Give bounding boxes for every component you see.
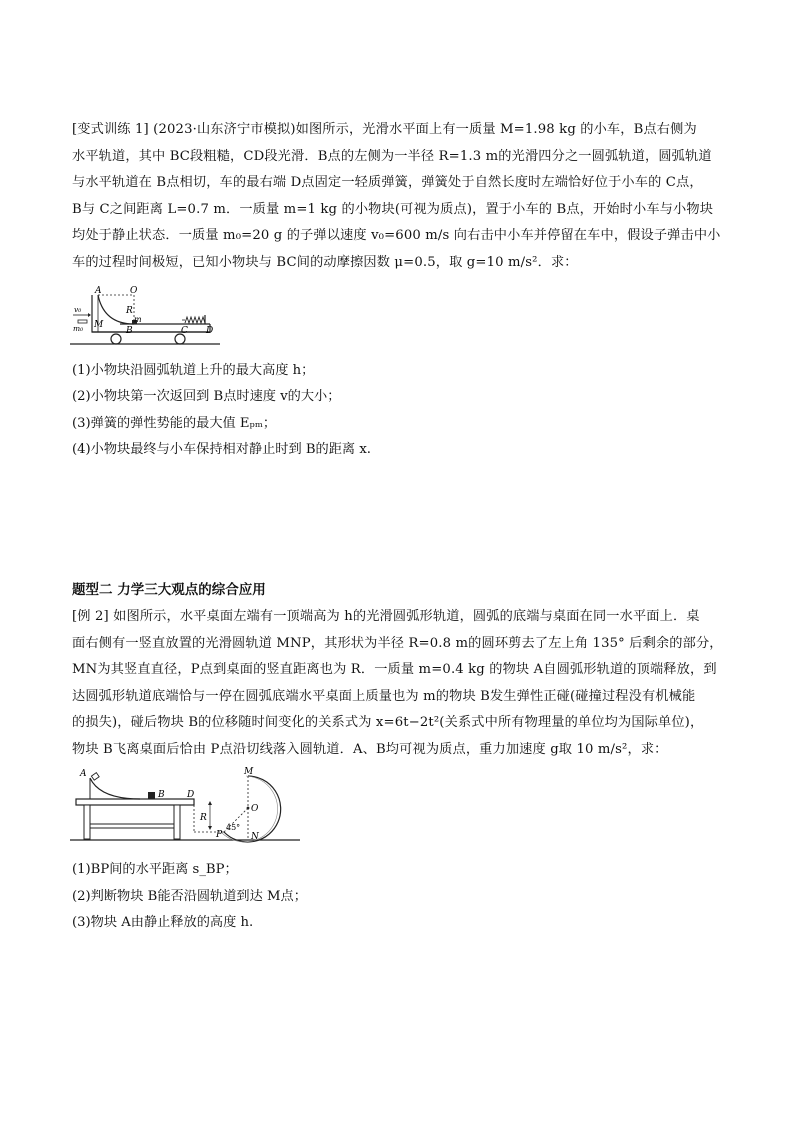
fig2-label-D: D	[187, 790, 195, 800]
problem1-line: 均处于静止状态．一质量 m₀=20 g 的子弹以速度 v₀=600 m/s 向右击中小车并停留在车中，假设子弹击中小	[72, 228, 721, 243]
fig2-label-A: A	[80, 769, 87, 779]
fig1-label-R: R	[126, 306, 133, 316]
problem2-question-2: (2)判断物块 B能否沿圆轨道到达 M点；	[72, 889, 307, 904]
fig2-label-B: B	[158, 790, 165, 800]
problem2-question-3: (3)物块 A由静止释放的高度 h.	[72, 915, 254, 930]
problem1-line: 车的过程时间极短，已知小物块与 BC间的动摩擦因数 μ=0.5，取 g=10 m/s²．求：	[72, 254, 578, 270]
problem1-line: 水平轨道，其中 BC段粗糙，CD段光滑．B点的左侧为一半径 R=1.3 m的光滑四分之一圆弧轨道，圆弧轨道	[72, 148, 712, 164]
fig2-label-angle: 45°	[226, 823, 241, 832]
problem1-line: B与 C之间距离 L=0.7 m．一质量 m=1 kg 的小物块(可视为质点)，置于小车的 B点，开始时小车与小物块	[72, 201, 714, 217]
problem2-line: 面右侧有一竖直放置的光滑圆轨道 MNP，其形状为半径 R=0.8 m的圆环剪去了左上角 135° 后剩余的部分，	[72, 635, 723, 651]
fig1-label-D: D	[206, 326, 214, 336]
fig2-label-O: O	[251, 804, 259, 814]
section-heading: 题型二 力学三大观点的综合应用	[72, 582, 266, 598]
fig2-label-N: N	[251, 832, 259, 842]
problem1-question-2: (2)小物块第一次返回到 B点时速度 v的大小；	[72, 389, 341, 404]
fig1-label-m0: m₀	[73, 324, 84, 333]
problem2-line: MN为其竖直直径，P点到桌面的竖直距离也为 R．一质量 m=0.4 kg 的物块 A自圆弧形轨道的顶端释放，到	[72, 662, 717, 677]
problem2-question-1: (1)BP间的水平距离 s_BP；	[72, 862, 238, 877]
problem2-line: 达圆弧形轨道底端恰与一停在圆弧底端水平桌面上质量也为 m的物块 B发生弹性正碰(碰撞过程没有机械能	[72, 688, 696, 704]
problem1-question-1: (1)小物块沿圆弧轨道上升的最大高度 h；	[72, 363, 315, 378]
cart-diagram	[70, 282, 220, 350]
problem2-line: 物块 B飞离桌面后恰由 P点沿切线落入圆轨道．A、B均可视为质点，重力加速度 g取 10 m/s²，求：	[72, 741, 668, 757]
problem2-line: [例 2] 如图所示，水平桌面左端有一顶端高为 h的光滑圆弧形轨道，圆弧的底端与桌面在同一水平面上．桌	[72, 609, 700, 624]
fig1-label-A: A	[95, 286, 102, 296]
problem1-statement	[72, 117, 722, 276]
problem2-statement	[72, 604, 722, 763]
fig1-label-v0: v₀	[74, 305, 82, 314]
fig1-label-M: M	[94, 320, 104, 330]
fig1-label-m: m	[134, 315, 142, 324]
problem1-line: 与水平轨道在 B点相切，车的最右端 D点固定一轻质弹簧，弹簧处于自然长度时左端恰好位于小车的 C点，	[72, 175, 703, 190]
problem1-line: [变式训练 1] (2023·山东济宁市模拟)如图所示，光滑水平面上有一质量 M=1.98 kg 的小车，B点右侧为	[72, 122, 697, 137]
fig2-label-P: P	[216, 830, 223, 840]
problem1-question-3: (3)弹簧的弹性势能的最大值 Eₚₘ；	[72, 416, 277, 431]
fig2-label-M: M	[244, 767, 254, 777]
fig1-label-C: C	[181, 326, 188, 336]
fig1-label-O: O	[130, 286, 138, 296]
table-circle-diagram	[70, 766, 300, 848]
fig1-label-B: B	[126, 326, 133, 336]
problem2-line: 的损失)，碰后物块 B的位移随时间变化的关系式为 x=6t−2t²(关系式中所有物理量的单位均为国际单位)，	[72, 715, 704, 730]
problem1-question-4: (4)小物块最终与小车保持相对静止时到 B的距离 x.	[72, 442, 371, 457]
fig2-label-R: R	[200, 813, 207, 823]
